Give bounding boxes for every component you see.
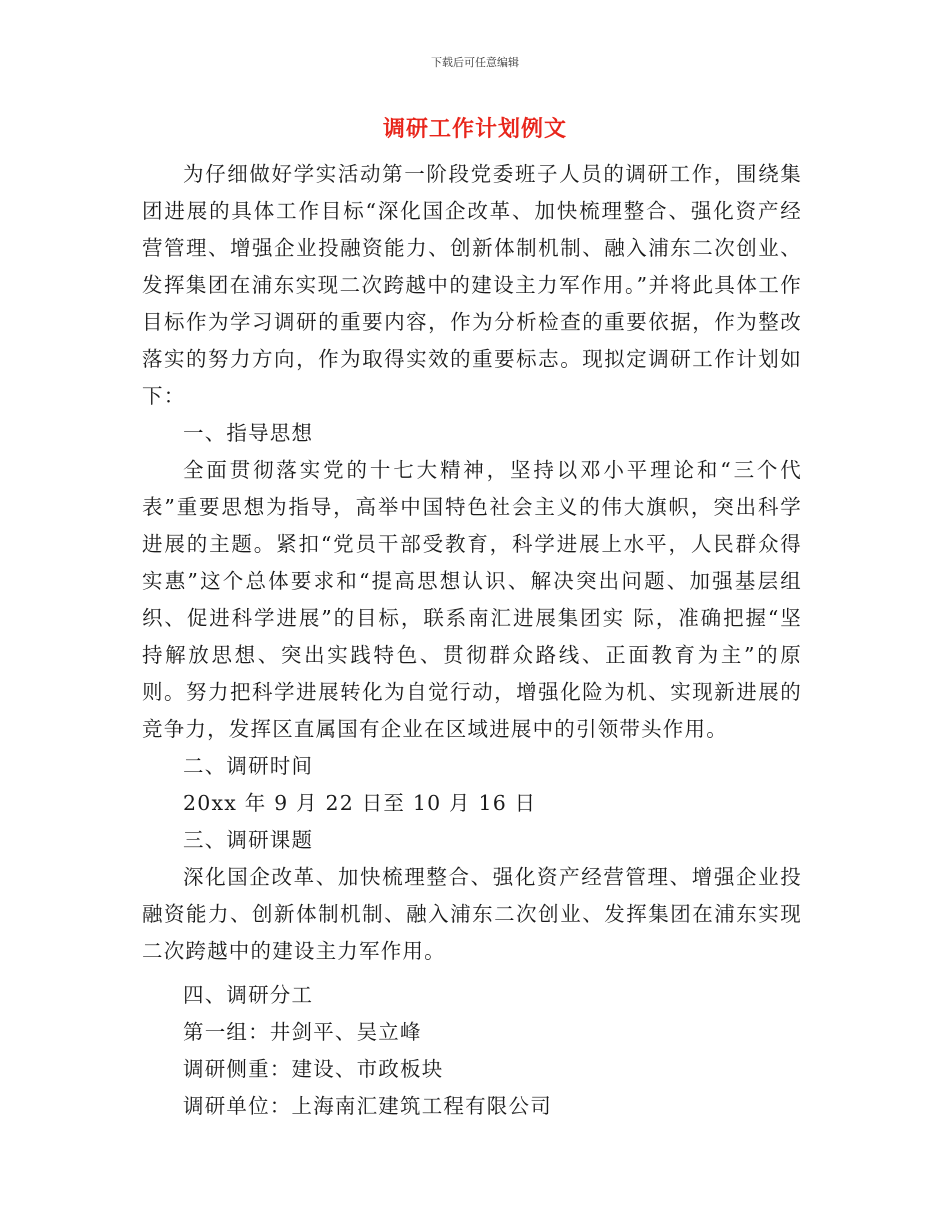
section-heading-guiding-ideology: 一、指导思想 (183, 421, 314, 445)
section-heading-research-time: 二、调研时间 (183, 754, 314, 778)
paragraph-research-topic: 深化国企改革、加快梳理整合、强化资产经营管理、增强企业投融资能力、创新体制机制、融入浦东二次创业、发挥集团在浦东实现二次跨越中的建设主力军作用。 (142, 865, 802, 963)
document-title: 调研工作计划例文 (382, 116, 567, 142)
document-body (142, 156, 802, 1125)
section-heading-division: 四、调研分工 (183, 983, 314, 1007)
paragraph-intro: 为仔细做好学实活动第一阶段党委班子人员的调研工作，围绕集团进展的具体工作目标“深化国企改革、加快梳理整合、强化资产经营管理、增强企业投融资能力、创新体制机制、融入浦东二次创业、发挥集团在浦东实现二次跨越中的建设主力军作用。”并将此具体工作目标作为学习调研的重要内容，作为分析检查的重要依据，作为整改落实的努力方向，作为取得实效的重要标志。现拟定调研工作计划如下： (142, 162, 802, 408)
paragraph-unit: 调研单位：上海南汇建筑工程有限公司 (183, 1094, 552, 1118)
paragraph-research-time: 20xx 年 9 月 22 日至 10 月 16 日 (183, 791, 537, 815)
paragraph-group-one: 第一组：井剑平、吴立峰 (183, 1020, 422, 1044)
paragraph-focus: 调研侧重：建设、市政板块 (183, 1057, 444, 1081)
section-heading-research-topic: 三、调研课题 (183, 828, 314, 852)
paragraph-guiding-ideology: 全面贯彻落实党的十七大精神，坚持以邓小平理论和“三个代表”重要思想为指导，高举中国特色社会主义的伟大旗帜，突出科学进展的主题。紧扣“党员干部受教育，科学进展上水平，人民群众得实惠”这个总体要求和“提高思想认识、解决突出问题、加强基层组织、促进科学进展”的目标，联系南汇进展集团实 际，准确把握“坚持解放思想、突出实践特色、贯彻群众路线、正面教育为主”的原则。努力把科学进展转化为自觉行动，增强化险为机、实现新进展的竞争力，发挥区直属国有企业在区域进展中的引领带头作用。 (142, 458, 802, 741)
header-note: 下载后可任意编辑 (431, 56, 519, 69)
